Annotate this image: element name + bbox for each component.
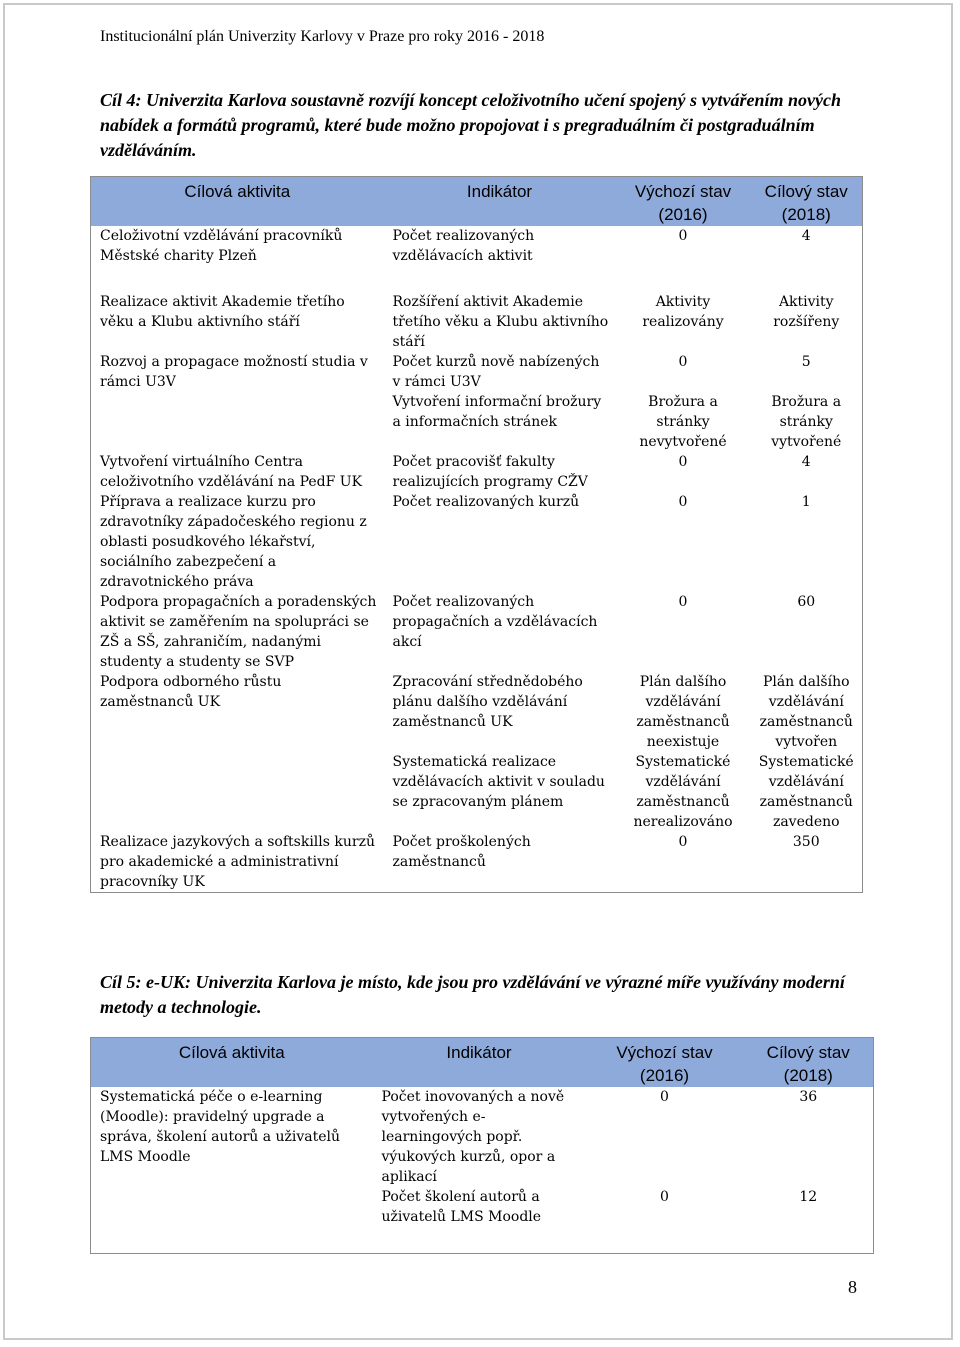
table-header-row (91, 177, 863, 227)
cell-start: 0 (678, 494, 688, 510)
cell-target: 12 (799, 1189, 818, 1205)
goal-4-table (90, 176, 863, 893)
table-row (91, 1087, 874, 1187)
cell-indicator: Počet realizovaných kurzů (392, 494, 580, 510)
goal-5-table (90, 1037, 874, 1254)
cell-start: 0 (678, 354, 688, 370)
table-row (91, 292, 863, 352)
cell-target: 1 (801, 494, 811, 510)
cell-activity: Rozvoj a propagace možností studia v rámci U3V (100, 354, 368, 390)
cell-activity (91, 752, 384, 832)
cell-activity: Celoživotní vzdělávání pracovníků Městské charity Plzeň (100, 228, 343, 264)
cell-target: 60 (797, 594, 816, 610)
page-header: Institucionální plán Univerzity Karlovy v Praze pro roky 2016 - 2018 (100, 28, 545, 45)
cell-target: Plán dalšího vzdělávání zaměstnanců vytvořen (759, 674, 853, 750)
cell-indicator: Počet kurzů nově nabízených v rámci U3V (392, 354, 600, 390)
column-header-start: Výchozí stav (2016) (586, 1038, 744, 1088)
table-row (91, 592, 863, 672)
goal-4-title: Cíl 4: Univerzita Karlova soustavně rozvíjí koncept celoživotního učení spojený s vytvářením nových nabídek a formátů programů, které bude možno propojovat i s pregraduálním či postgraduálním vzděláváním. (100, 90, 841, 160)
column-header-start: Výchozí stav (2016) (616, 177, 751, 227)
table-header-row (91, 1038, 874, 1088)
cell-activity: Systematická péče o e-learning (Moodle): pravidelný upgrade a správa, školení autorů a uživatelů LMS Moodle (100, 1089, 341, 1165)
table-row (91, 1187, 874, 1227)
cell-start: 0 (678, 228, 688, 244)
cell-indicator: Systematická realizace vzdělávacích aktivit v souladu se zpracovaným plánem (392, 754, 605, 810)
cell-start: 0 (678, 454, 688, 470)
cell-start: 0 (660, 1189, 669, 1205)
table-row (91, 752, 863, 832)
cell-indicator: Počet školení autorů a uživatelů LMS Moodle (381, 1189, 542, 1225)
column-header-activity: Cílová aktivita (91, 1038, 373, 1088)
table-row (91, 352, 863, 392)
cell-indicator: Počet realizovaných propagačních a vzdělávacích akcí (392, 594, 598, 650)
cell-activity (91, 392, 384, 452)
table-row (91, 392, 863, 452)
cell-target: 4 (801, 228, 811, 244)
cell-start: Plán dalšího vzdělávání zaměstnanců neexistuje (636, 674, 730, 750)
column-header-target: Cílový stav (2018) (744, 1038, 874, 1088)
cell-start: Aktivity realizovány (642, 294, 724, 330)
cell-activity: Realizace aktivit Akademie třetího věku a Klubu aktivního stáří (100, 294, 345, 330)
column-header-indicator: Indikátor (373, 1038, 586, 1088)
cell-indicator: Zpracování střednědobého plánu dalšího vzdělávání zaměstnanců UK (392, 674, 583, 730)
cell-indicator: Vytvoření informační brožury a informačních stránek (392, 394, 602, 430)
cell-activity: Vytvoření virtuálního Centra celoživotního vzdělávání na PedF UK (100, 454, 363, 490)
table-row (91, 452, 863, 492)
cell-target: 5 (801, 354, 811, 370)
cell-indicator: Počet realizovaných vzdělávacích aktivit (392, 228, 535, 264)
table-row (91, 226, 863, 266)
cell-start: 0 (678, 834, 688, 850)
cell-target: 350 (792, 834, 820, 850)
table-row (91, 832, 863, 893)
cell-indicator: Rozšíření aktivit Akademie třetího věku a Klubu aktivního stáří (392, 294, 609, 350)
cell-activity: Podpora propagačních a poradenských aktivit se zaměřením na spolupráci se ZŠ a SŠ, zahraničím, nadanými studenty a studenty se SVP (100, 594, 377, 670)
spacer-row (91, 1227, 874, 1254)
cell-start: Brožura a stránky nevytvořené (639, 394, 727, 450)
cell-target: Brožura a stránky vytvořené (771, 394, 842, 450)
column-header-target: Cílový stav (2018) (751, 177, 863, 227)
cell-start: 0 (678, 594, 688, 610)
column-header-indicator: Indikátor (384, 177, 616, 227)
cell-target: 36 (799, 1089, 818, 1105)
cell-target: Systematické vzdělávání zaměstnanců zavedeno (758, 754, 854, 830)
page-number: 8 (848, 1277, 857, 1297)
cell-indicator: Počet proškolených zaměstnanců (392, 834, 531, 870)
cell-indicator: Počet pracovišť fakulty realizujících programy CŽV (392, 454, 588, 490)
cell-start: 0 (660, 1089, 669, 1105)
goal-5-title: Cíl 5: e-UK: Univerzita Karlova je místo, kde jsou pro vzdělávání ve výrazné míře využívány moderní metody a technologie. (100, 972, 845, 1017)
cell-activity: Příprava a realizace kurzu pro zdravotníky západočeského regionu z oblasti posudkového lékařství, sociálního zabezpečení a zdravotnického práva (100, 494, 367, 590)
table-row (91, 672, 863, 752)
cell-start: Systematické vzdělávání zaměstnanců nerealizováno (633, 754, 733, 830)
column-header-activity: Cílová aktivita (91, 177, 384, 227)
cell-activity: Podpora odborného růstu zaměstnanců UK (100, 674, 282, 710)
cell-activity: Realizace jazykových a softskills kurzů pro akademické a administrativní pracovníky UK (100, 834, 375, 890)
cell-activity (91, 1187, 373, 1227)
table-row (91, 492, 863, 592)
spacer-row (91, 266, 863, 292)
cell-indicator: Počet inovovaných a nově vytvořených e-learningových popř. výukových kurzů, opor a aplikací (381, 1089, 565, 1185)
cell-target: Aktivity rozšířeny (773, 294, 840, 330)
cell-target: 4 (801, 454, 811, 470)
